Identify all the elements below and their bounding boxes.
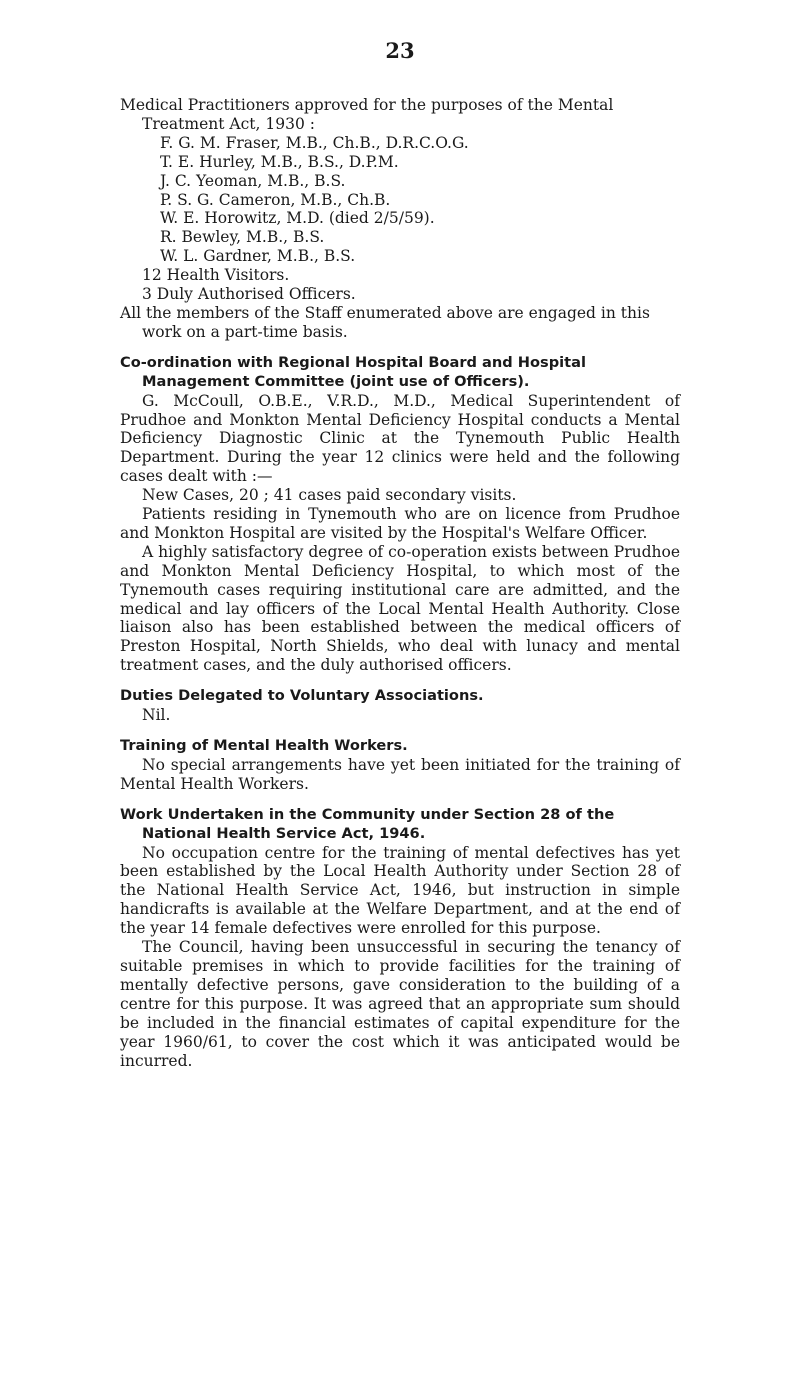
coordination-paragraph-1: G. McCoull, O.B.E., V.R.D., M.D., Medical Superintendent of Prudhoe and Monkton Mental Deficiency Hospital conducts a Mental Deficiency Diagnostic Clinic at the Tynemouth Public Health Department. During the year 12 clinics were held and the following cases dealt with :— — [120, 391, 680, 486]
practitioner-item: R. Bewley, M.B., B.S. — [160, 228, 325, 247]
health-visitors: 12 Health Visitors. — [142, 266, 290, 285]
practitioner-item: J. C. Yeoman, M.B., B.S. — [160, 171, 346, 190]
work-paragraph-2: The Council, having been unsuccessful in securing the tenancy of suitable premises in which to provide facilities for the training of mentally defective persons, gave consideration to the building of a centre for this purpose. It was agreed that an appropriate sum should be included in the financial estimates of capital expenditure for the year 1960/61, to cover the cost which it was anticipated would be incurred. — [120, 938, 680, 1070]
staff-note: All the members of the Staff enumerated above are engaged in this work on a part-time basis. — [120, 303, 650, 341]
page-number: 23 — [385, 38, 415, 63]
authorised-officers: 3 Duly Authorised Officers. — [142, 285, 356, 304]
coordination-heading: Co-ordination with Regional Hospital Board and Hospital Management Committee (joint use of Officers). — [120, 353, 587, 390]
coordination-paragraph-3: A highly satisfactory degree of co-operation exists between Prudhoe and Monkton Mental Deficiency Hospital, to which most of the Tynemouth cases requiring institutional care are admitted, and the medical and lay officers of the Local Mental Health Authority. Close liaison also has been established between the medical officers of Preston Hospital, North Shields, who deal with lunacy and mental treatment cases, and the duly authorised officers. — [120, 542, 680, 675]
coordination-cases: New Cases, 20 ; 41 cases paid secondary visits. — [142, 486, 517, 505]
practitioner-list — [142, 134, 680, 266]
duties-text: Nil. — [142, 706, 171, 725]
work-heading: Work Undertaken in the Community under Section 28 of the National Health Service Act, 1946. — [120, 805, 615, 842]
duties-heading: Duties Delegated to Voluntary Associations. — [120, 687, 484, 705]
work-paragraph-1: No occupation centre for the training of mental defectives has yet been established by the Local Health Authority under Section 28 of the National Health Service Act, 1946, but instruction in simple handicrafts is available at the Welfare Department, and at the end of the year 14 female defectives were enrolled for this purpose. — [120, 843, 680, 938]
coordination-paragraph-2: Patients residing in Tynemouth who are on licence from Prudhoe and Monkton Hospital are visited by the Hospital's Welfare Officer. — [120, 505, 680, 542]
practitioner-item: W. L. Gardner, M.B., B.S. — [160, 247, 356, 266]
practitioner-item: P. S. G. Cameron, M.B., Ch.B. — [160, 190, 391, 209]
page-content — [120, 96, 680, 1070]
training-heading: Training of Mental Health Workers. — [120, 737, 408, 754]
practitioners-intro: Medical Practitioners approved for the purposes of the Mental Treatment Act, 1930 : — [120, 96, 614, 133]
training-text: No special arrangements have yet been initiated for the training of Mental Health Workers. — [120, 755, 680, 793]
practitioner-item: F. G. M. Fraser, M.B., Ch.B., D.R.C.O.G. — [160, 133, 469, 152]
practitioner-item: T. E. Hurley, M.B., B.S., D.P.M. — [160, 152, 399, 171]
practitioner-item: W. E. Horowitz, M.D. (died 2/5/59). — [160, 209, 435, 228]
